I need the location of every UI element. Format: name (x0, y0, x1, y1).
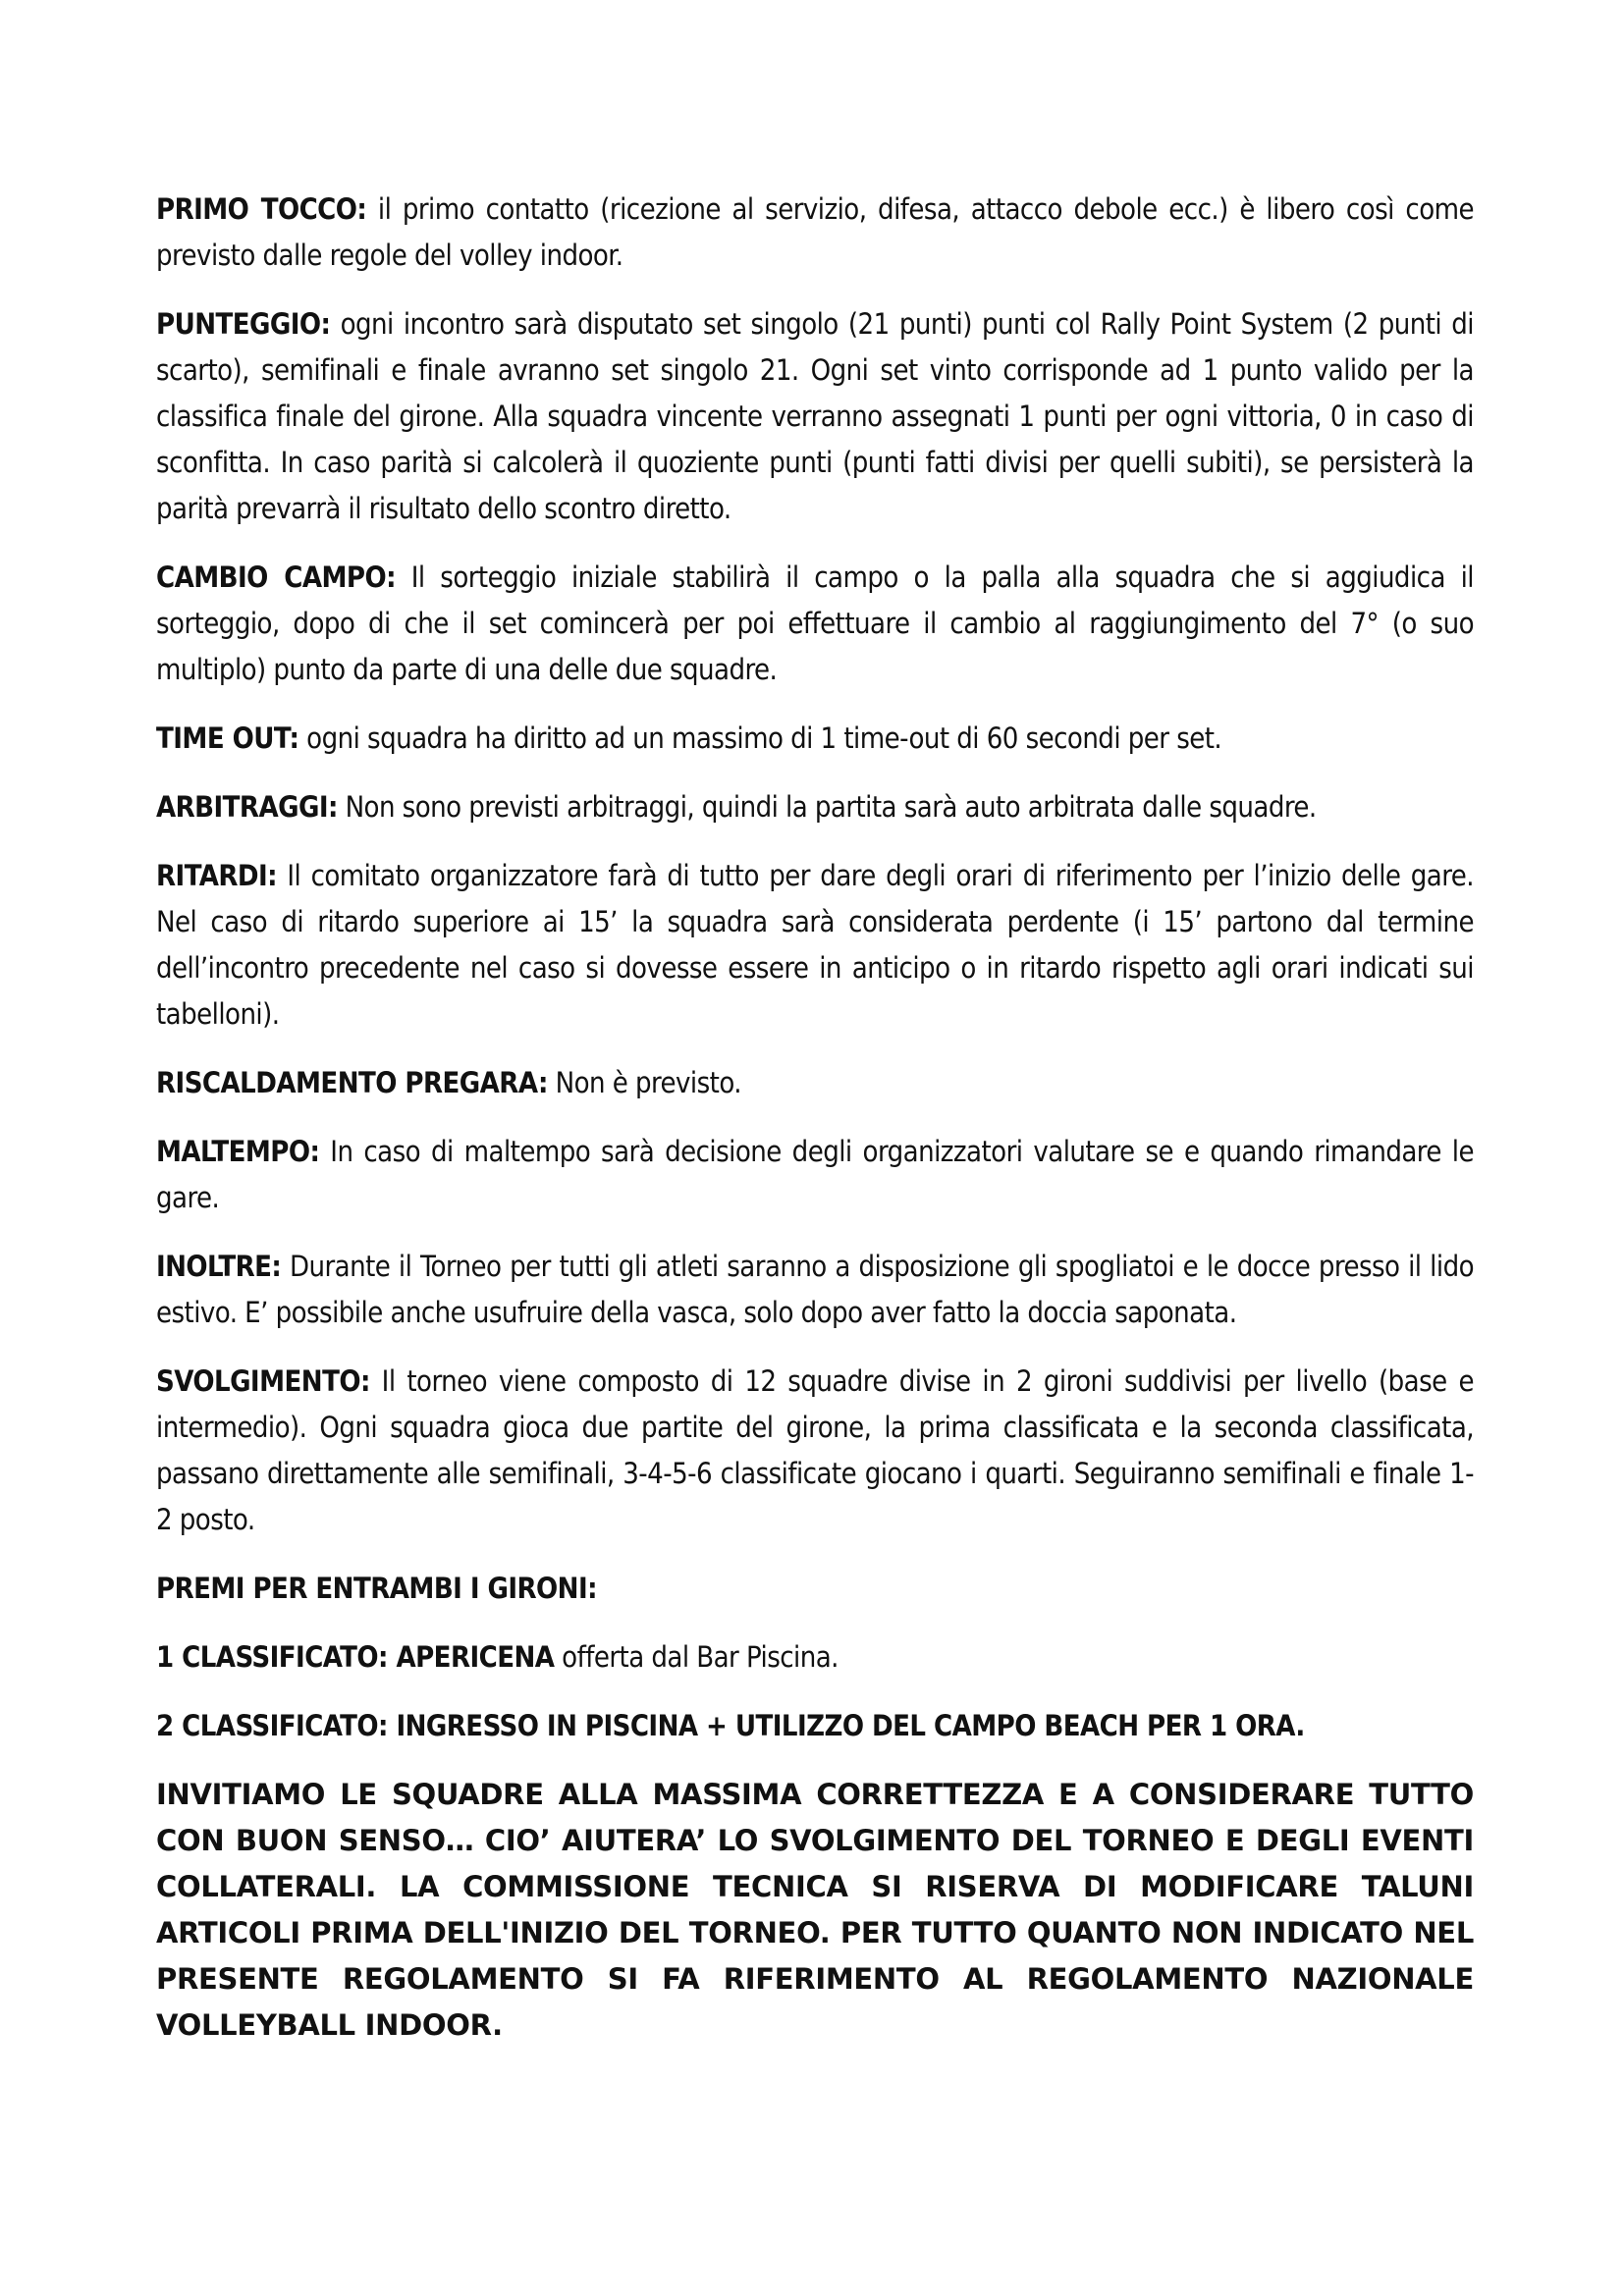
closing-statement: INVITIAMO LE SQUADRE ALLA MASSIMA CORRETTEZZA E A CONSIDERARE TUTTO CON BUON SENSO… CIO’ AIUTERA’ LO SVOLGIMENTO DEL TORNEO E DEGLI EVENTI COLLATERALI. LA COMMISSIONE TECNICA SI RISERVA DI MODIFICARE TALUNI ARTICOLI PRIMA DELL'INIZIO DEL TORNEO. PER TUTTO QUANTO NON INDICATO NEL PRESENTE REGOLAMENTO SI FA RIFERIMENTO AL REGOLAMENTO NAZIONALE VOLLEYBALL INDOOR. (156, 1778, 1474, 2042)
prize-first-text: offerta dal Bar Piscina. (554, 1640, 839, 1674)
rule-arbitraggi (156, 784, 1474, 830)
rule-text: Non è previsto. (547, 1066, 741, 1099)
rule-punteggio (156, 301, 1474, 532)
rule-text: Il comitato organizzatore farà di tutto per dare degli orari di riferimento per l’inizio delle gare. Nel caso di ritardo superiore ai 15’ la squadra sarà considerata perdente (i 15’ partono dal termine dell’incontro precedente nel caso si dovesse essere in anticipo o in ritardo rispetto agli orari indicati sui tabelloni). (156, 859, 1474, 1031)
rule-cambio-campo (156, 555, 1474, 693)
rule-text: ogni incontro sarà disputato set singolo (21 punti) punti col Rally Point System (2 punti di scarto), semifinali e finale avranno set singolo 21. Ogni set vinto corrisponde ad 1 punto valido per la classifica finale del girone. Alla squadra vincente verranno assegnati 1 punti per ogni vittoria, 0 in caso di sconfitta. In caso parità si calcolerà il quoziente punti (punti fatti divisi per quelli subiti), se persisterà la parità prevarrà il risultato dello scontro diretto. (156, 307, 1474, 525)
rule-label: RITARDI: (156, 859, 278, 892)
prize-first (156, 1634, 1474, 1681)
rule-text: il primo contatto (ricezione al servizio, difesa, attacco debole ecc.) è libero così come previsto dalle regole del volley indoor. (156, 192, 1475, 272)
rule-text: In caso di maltempo sarà decisione degli organizzatori valutare se e quando rimandare le gare. (156, 1135, 1474, 1214)
rule-maltempo (156, 1129, 1474, 1221)
prize-first-label: 1 CLASSIFICATO: APERICENA (156, 1640, 555, 1674)
rule-label: PRIMO TOCCO: (156, 192, 367, 226)
rule-text: Il sorteggio iniziale stabilirà il campo o la palla alla squadra che si aggiudica il sorteggio, dopo di che il set comincerà per poi effettuare il cambio al raggiungimento del 7° (o suo multiplo) punto da parte di una delle due squadre. (156, 561, 1475, 686)
rule-text: ogni squadra ha diritto ad un massimo di 1 time-out di 60 secondi per set. (298, 721, 1222, 755)
rule-label: SVOLGIMENTO: (156, 1364, 370, 1398)
rule-riscaldamento (156, 1060, 1474, 1106)
rule-text: Durante il Torneo per tutti gli atleti saranno a disposizione gli spogliatoi e le docce presso il lido estivo. E’ possibile anche usufruire della vasca, solo dopo aver fatto la doccia saponata. (156, 1250, 1474, 1329)
rule-label: TIME OUT: (156, 721, 299, 755)
rule-label: CAMBIO CAMPO: (156, 561, 397, 594)
rule-svolgimento (156, 1359, 1474, 1543)
rule-text: Il torneo viene composto di 12 squadre divise in 2 gironi suddivisi per livello (base e intermedio). Ogni squadra gioca due partite del girone, la prima classificata e la seconda classificata, passano direttamente alle semifinali, 3-4-5-6 classificate giocano i quarti. Seguiranno semifinali e finale 1-2 posto. (156, 1364, 1474, 1536)
rule-primo-tocco (156, 187, 1474, 279)
rule-inoltre (156, 1244, 1474, 1336)
rule-label: ARBITRAGGI: (156, 790, 338, 824)
rule-label: INOLTRE: (156, 1250, 282, 1283)
prizes-heading: PREMI PER ENTRAMBI I GIRONI: (156, 1572, 597, 1605)
rule-text: Non sono previsti arbitraggi, quindi la partita sarà auto arbitrata dalle squadre. (337, 790, 1317, 824)
rule-ritardi (156, 853, 1474, 1038)
prize-second: 2 CLASSIFICATO: INGRESSO IN PISCINA + UTILIZZO DEL CAMPO BEACH PER 1 ORA. (156, 1709, 1305, 1742)
rule-label: PUNTEGGIO: (156, 307, 331, 341)
rule-label: MALTEMPO: (156, 1135, 320, 1168)
rule-time-out (156, 716, 1474, 762)
rule-label: RISCALDAMENTO PREGARA: (156, 1066, 548, 1099)
